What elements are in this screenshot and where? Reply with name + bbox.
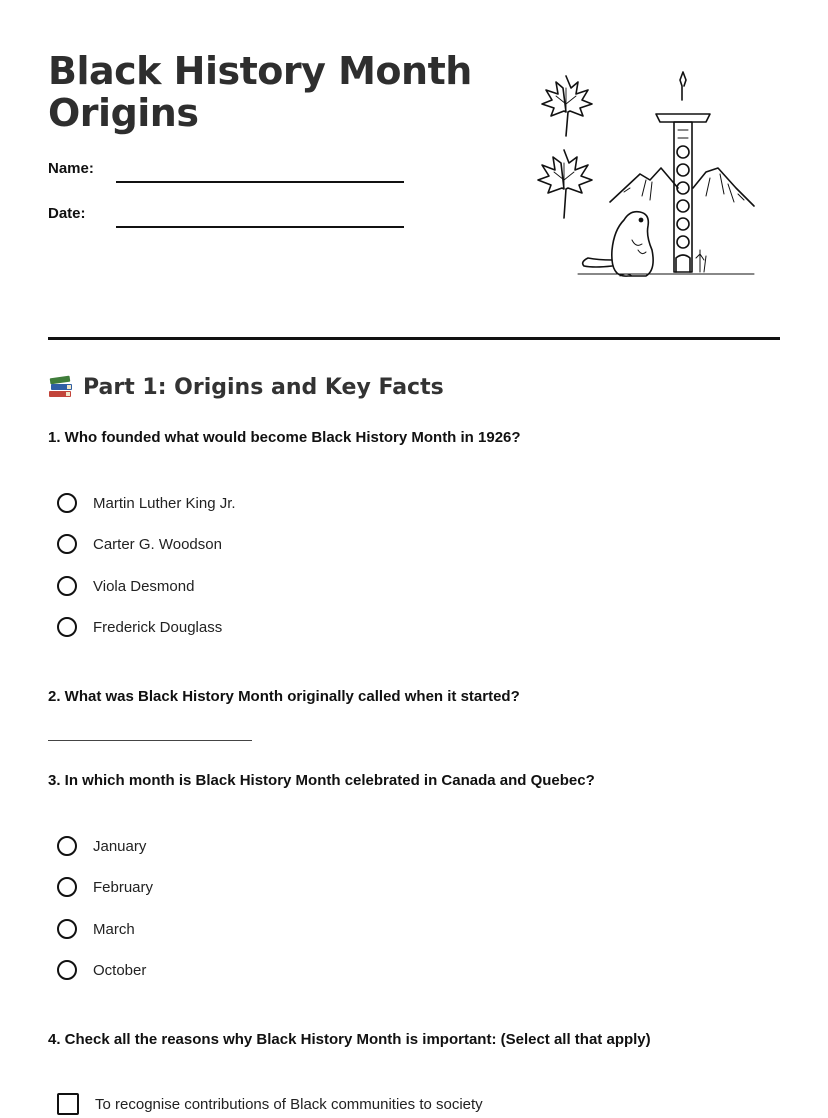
- radio-button[interactable]: [57, 877, 77, 897]
- radio-option[interactable]: [57, 834, 146, 858]
- radio-option[interactable]: [57, 532, 222, 556]
- option-label: Martin Luther King Jr.: [93, 494, 236, 512]
- option-label: Frederick Douglass: [93, 618, 223, 636]
- radio-button[interactable]: [57, 919, 77, 939]
- radio-option[interactable]: [57, 615, 222, 639]
- name-field[interactable]: [116, 181, 404, 183]
- canada-illustration: [528, 70, 764, 282]
- question-3: 3. In which month is Black History Month celebrated in Canada and Quebec?: [48, 772, 595, 789]
- groundhog-icon: [583, 212, 653, 276]
- radio-button[interactable]: [57, 960, 77, 980]
- option-label: Carter G. Woodson: [93, 535, 222, 553]
- option-label: October: [93, 961, 147, 979]
- title-line-2: Origins: [48, 91, 199, 135]
- maple-leaf-icon: [538, 150, 592, 218]
- option-label: February: [93, 878, 154, 896]
- name-label: Name:: [48, 160, 94, 177]
- radio-button[interactable]: [57, 836, 77, 856]
- part1-heading: [48, 374, 444, 400]
- question-2: 2. What was Black History Month originally called when it started?: [48, 688, 520, 705]
- answer-field[interactable]: [48, 740, 252, 741]
- date-field[interactable]: [116, 226, 404, 228]
- option-label: To recognise contributions of Black communities to society: [95, 1095, 483, 1113]
- question-4: 4. Check all the reasons why Black History Month is important: (Select all that apply): [48, 1031, 651, 1048]
- checkbox-option[interactable]: [57, 1092, 483, 1116]
- radio-option[interactable]: [57, 917, 135, 941]
- radio-option[interactable]: [57, 958, 146, 982]
- checkbox[interactable]: [57, 1093, 79, 1115]
- radio-option[interactable]: [57, 875, 153, 899]
- radio-option[interactable]: [57, 574, 194, 598]
- radio-option[interactable]: [57, 491, 236, 515]
- option-label: January: [93, 837, 147, 855]
- part1-title: Part 1: Origins and Key Facts: [83, 374, 444, 400]
- radio-button[interactable]: [57, 534, 77, 554]
- page-title: [48, 50, 472, 134]
- date-label: Date:: [48, 205, 86, 222]
- radio-button[interactable]: [57, 576, 77, 596]
- question-1: 1. Who founded what would become Black History Month in 1926?: [48, 429, 521, 446]
- maple-leaf-icon: [542, 76, 592, 136]
- radio-button[interactable]: [57, 493, 77, 513]
- section-divider: [48, 337, 780, 340]
- radio-button[interactable]: [57, 617, 77, 637]
- title-line-1: Black History Month: [48, 49, 472, 93]
- books-icon: [48, 374, 74, 400]
- option-label: March: [93, 920, 135, 938]
- option-label: Viola Desmond: [93, 577, 195, 595]
